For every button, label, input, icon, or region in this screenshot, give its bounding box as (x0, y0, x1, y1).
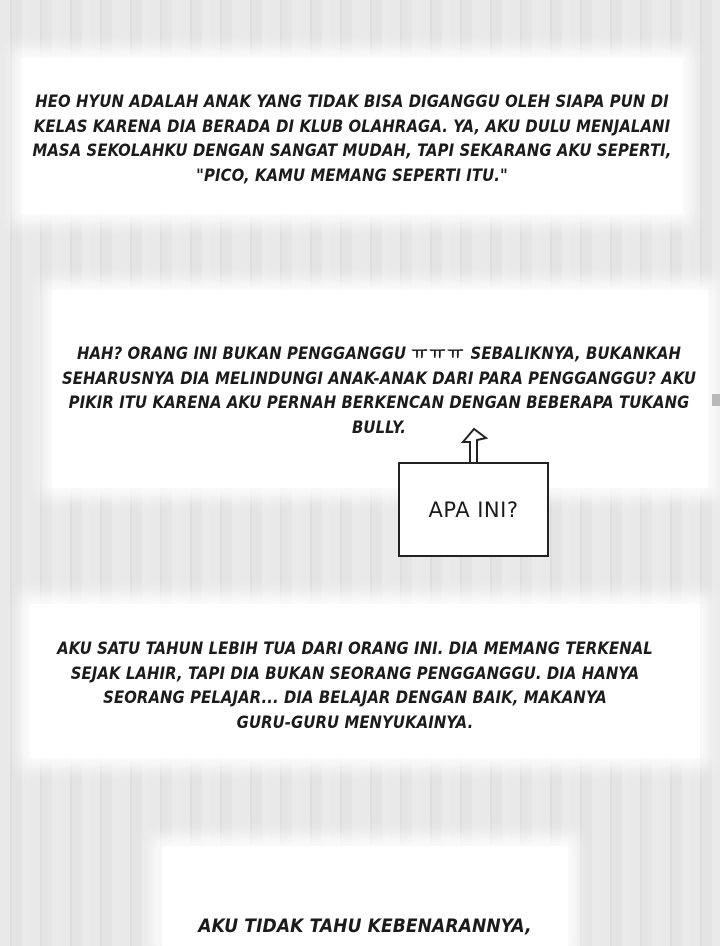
caption-line: KELAS KARENA DIA BERADA DI KLUB OLAHRAGA. YA, AKU DULU MENJALANI (33, 116, 671, 136)
crying-mark: ㅠㅠㅠ (411, 344, 466, 363)
caption-line: SEORANG PELAJAR... DIA BELAJAR DENGAN BAIK, MAKANYA (103, 688, 607, 707)
caption-text-3 (0, 637, 720, 735)
annotation-box (398, 462, 549, 557)
caption-panel-4 (162, 846, 568, 946)
caption-panel-2 (52, 290, 708, 488)
caption-line: SEJAK LAHIR, TAPI DIA BUKAN SEORANG PENGGANGGU. DIA HANYA (70, 663, 640, 683)
caption-line: PIKIR ITU KARENA AKU PERNAH BERKENCAN DENGAN BEBERAPA TUKANG (68, 393, 690, 412)
caption-text-1 (22, 90, 682, 188)
caption-line: MASA SEKOLAHKU DENGAN SANGAT MUDAH, TAPI SEKARANG AKU SEPERTI, (32, 141, 672, 160)
caption-line (50, 342, 708, 367)
edge-marker (712, 394, 720, 406)
caption-panel-3 (30, 604, 700, 758)
caption-text-4 (162, 914, 568, 939)
caption-line: HEO HYUN ADALAH ANAK YANG TIDAK BISA DIGANGGU OLEH SIAPA PUN DI (35, 92, 669, 111)
caption-line: AKU TIDAK TAHU KEBENARANNYA, (198, 915, 532, 937)
caption-segment: SEBALIKNYA, BUKANKAH (470, 344, 682, 363)
caption-line: GURU-GURU MENYUKAINYA. (236, 712, 474, 732)
caption-panel-1 (22, 58, 682, 214)
annotation-label: APA INI? (428, 497, 519, 522)
caption-text-2 (50, 342, 708, 440)
caption-line: AKU SATU TAHUN LEBIH TUA DARI ORANG INI. DIA MEMANG TERKENAL (57, 639, 653, 658)
caption-line: BULLY. (352, 417, 406, 437)
up-arrow-icon (456, 424, 492, 466)
caption-line: "PICO, KAMU MEMANG SEPERTI ITU." (196, 165, 508, 185)
caption-segment: HAH? ORANG INI BUKAN PENGGANGGU (76, 344, 407, 363)
caption-line: SEHARUSNYA DIA MELINDUNGI ANAK-ANAK DARI PARA PENGGANGGU? AKU (61, 368, 697, 388)
